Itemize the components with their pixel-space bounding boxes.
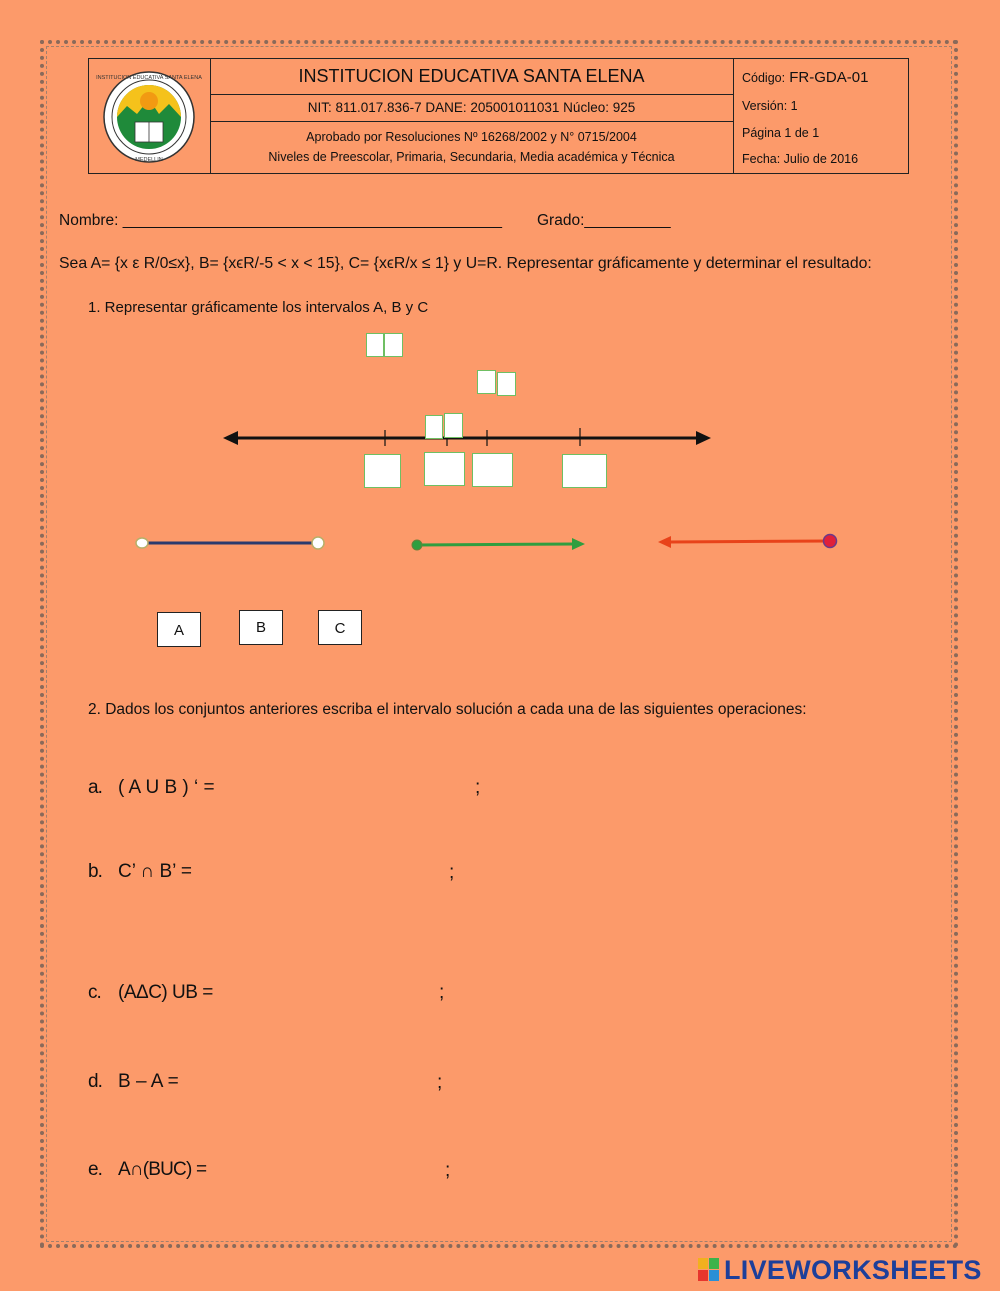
number-line-diagram: [0, 320, 1000, 570]
answer-box[interactable]: [366, 333, 384, 357]
date: Fecha: Julio de 2016: [742, 152, 859, 166]
answer-box[interactable]: [562, 454, 607, 488]
operation-expression: (AΔC) UB =: [118, 982, 213, 1003]
operation-c: [88, 982, 213, 1004]
nit-line: NIT: 811.017.836-7 DANE: 205001011031 Núcleo: 925: [210, 95, 733, 122]
answer-box[interactable]: [384, 333, 403, 357]
label-box-b[interactable]: B: [239, 610, 283, 645]
answer-box[interactable]: [497, 372, 516, 396]
operation-end: ;: [437, 1072, 443, 1093]
operation-letter: d.: [88, 1071, 102, 1092]
version: Versión: 1: [742, 99, 798, 113]
page-count: Página 1 de 1: [742, 126, 820, 140]
logo-city-text: MEDELLIN: [135, 157, 163, 163]
header-meta: [734, 59, 908, 173]
operation-end: ;: [439, 982, 445, 1003]
label-box-c[interactable]: C: [318, 610, 362, 645]
question-2: 2. Dados los conjuntos anteriores escriba el intervalo solución a cada una de las siguientes operaciones:: [88, 701, 807, 718]
answer-box[interactable]: [424, 452, 465, 486]
operation-letter: c.: [88, 982, 101, 1003]
watermark-text: LIVEWORKSHEETS: [724, 1255, 982, 1285]
problem-statement: Sea A= {x ε R/0≤x}, B= {xϵR/-5 < x < 15}, C= {xϵR/x ≤ 1} y U=R. Representar gráficamente y determinar el resultado:: [59, 255, 872, 272]
operation-end: ;: [475, 777, 481, 798]
approval-block: [210, 122, 733, 172]
institution-title: INSTITUCION EDUCATIVA SANTA ELENA: [210, 59, 733, 95]
school-logo: [89, 59, 210, 173]
logo-cell: [89, 59, 211, 173]
liveworksheets-watermark[interactable]: [698, 1255, 982, 1286]
code-value: FR-GDA-01: [789, 69, 869, 86]
operation-end: ;: [449, 862, 455, 883]
operation-letter: b.: [88, 861, 102, 882]
answer-box[interactable]: [444, 413, 463, 438]
logo-ring-text: INSTITUCION EDUCATIVA SANTA ELENA: [96, 75, 202, 81]
answer-box[interactable]: [472, 453, 513, 487]
operation-expression: C’ ∩ B’ =: [118, 861, 193, 882]
interval-c-segment[interactable]: [658, 535, 837, 549]
operation-letter: a.: [88, 777, 102, 798]
grade-field[interactable]: Grado:__________: [537, 212, 671, 229]
question-1: 1. Representar gráficamente los intervalos A, B y C: [88, 299, 429, 316]
operation-letter: e.: [88, 1159, 102, 1180]
operation-expression: B – A =: [118, 1071, 179, 1092]
operation-a: [88, 777, 215, 799]
operation-end: ;: [445, 1160, 451, 1181]
operation-expression: ( A U B ) ‘ =: [118, 777, 215, 798]
number-line: [223, 428, 711, 446]
operation-expression: A∩(BUC) =: [118, 1159, 207, 1180]
header-table: [88, 58, 909, 174]
interval-b-segment[interactable]: [412, 538, 585, 550]
label-box-a[interactable]: A: [157, 612, 201, 647]
liveworksheets-logo-icon: [698, 1258, 720, 1282]
code-label: Código:: [742, 71, 786, 85]
approval-line-1: Aprobado por Resoluciones Nº 16268/2002 y N° 0715/2004: [306, 130, 637, 144]
operation-d: [88, 1071, 179, 1093]
answer-box[interactable]: [425, 415, 443, 439]
operation-e: [88, 1159, 206, 1181]
operation-b: [88, 861, 192, 883]
name-field[interactable]: Nombre: ____________________________________________: [59, 212, 503, 229]
approval-line-2: Niveles de Preescolar, Primaria, Secundaria, Media académica y Técnica: [268, 150, 675, 164]
code-row: [742, 69, 868, 86]
header-center: [210, 59, 734, 173]
interval-a-segment[interactable]: [136, 537, 324, 549]
answer-box[interactable]: [477, 370, 496, 394]
answer-box[interactable]: [364, 454, 401, 488]
